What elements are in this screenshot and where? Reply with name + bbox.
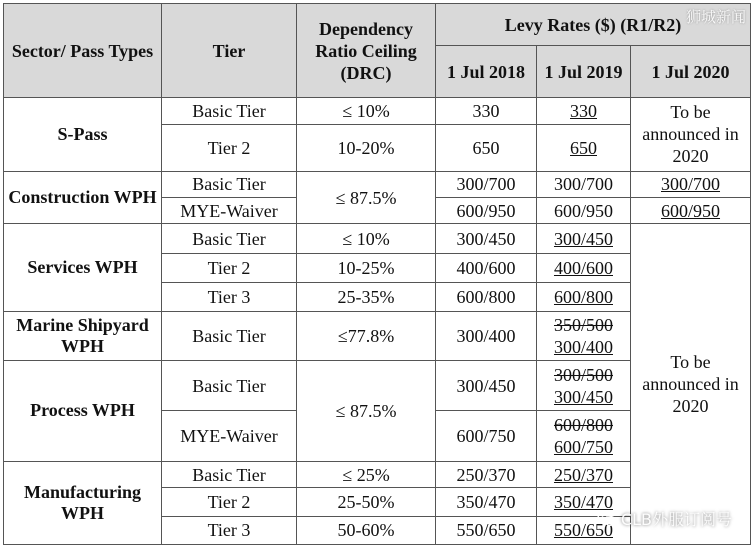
levy-2019-cell: 550/650 bbox=[537, 516, 631, 544]
watermark-top: 狮城新闻 bbox=[685, 8, 746, 26]
levy-2018-cell: 250/370 bbox=[436, 461, 537, 487]
sector-spass: S-Pass bbox=[4, 98, 162, 172]
tier-cell: Basic Tier bbox=[162, 98, 297, 125]
header-sector: Sector/ Pass Types bbox=[4, 4, 162, 98]
watermark-bottom-text: CLB外服订阅号 bbox=[620, 510, 732, 529]
levy-2020-tba-cell: To be announced in 2020 bbox=[631, 98, 751, 172]
drc-cell: ≤ 10% bbox=[297, 98, 436, 125]
watermark-bottom bbox=[597, 507, 732, 530]
header-date-2020: 1 Jul 2020 bbox=[631, 46, 751, 98]
levy-2018-cell: 350/470 bbox=[436, 488, 537, 516]
levy-2020-cell: 300/700 bbox=[631, 171, 751, 197]
new-rate: 300/400 bbox=[553, 337, 613, 358]
sector-manufacturing: Manufacturing WPH bbox=[4, 461, 162, 544]
drc-cell: 10-20% bbox=[297, 125, 436, 172]
tier-cell: Tier 3 bbox=[162, 283, 297, 312]
tier-cell: Basic Tier bbox=[162, 312, 297, 361]
tier-cell: MYE-Waiver bbox=[162, 198, 297, 224]
old-rate: 600/800 bbox=[553, 415, 613, 436]
drc-cell: 10-25% bbox=[297, 253, 436, 282]
levy-2019-cell: 300/450 bbox=[537, 224, 631, 253]
levy-2019-cell: 330 bbox=[537, 98, 631, 125]
header-date-2018: 1 Jul 2018 bbox=[436, 46, 537, 98]
levy-2019-cell: 600/800 bbox=[537, 283, 631, 312]
tier-cell: Tier 2 bbox=[162, 488, 297, 516]
levy-2019-cell: 650 bbox=[537, 125, 631, 172]
tier-cell: Basic Tier bbox=[162, 360, 297, 411]
sector-process: Process WPH bbox=[4, 360, 162, 461]
levy-2018-cell: 300/450 bbox=[436, 224, 537, 253]
levy-2018-cell: 300/400 bbox=[436, 312, 537, 361]
levy-2018-cell: 600/950 bbox=[436, 198, 537, 224]
levy-2018-cell: 600/750 bbox=[436, 411, 537, 462]
new-rate: 600/750 bbox=[553, 437, 613, 458]
sector-marine-shipyard: Marine Shipyard WPH bbox=[4, 312, 162, 361]
drc-cell: ≤ 10% bbox=[297, 224, 436, 253]
tier-cell: Basic Tier bbox=[162, 171, 297, 197]
header-levy-rates: Levy Rates ($) (R1/R2) bbox=[436, 4, 751, 46]
tier-cell: MYE-Waiver bbox=[162, 411, 297, 462]
levy-2019-cell bbox=[537, 411, 631, 462]
levy-2019-cell: 400/600 bbox=[537, 253, 631, 282]
levy-2018-cell: 300/700 bbox=[436, 171, 537, 197]
tier-cell: Basic Tier bbox=[162, 224, 297, 253]
drc-cell: ≤77.8% bbox=[297, 312, 436, 361]
levy-2018-cell: 600/800 bbox=[436, 283, 537, 312]
tier-cell: Tier 3 bbox=[162, 516, 297, 544]
header-tier: Tier bbox=[162, 4, 297, 98]
levy-rates-table bbox=[3, 3, 751, 545]
drc-cell: 50-60% bbox=[297, 516, 436, 544]
levy-2019-cell: 250/370 bbox=[537, 461, 631, 487]
levy-2018-cell: 400/600 bbox=[436, 253, 537, 282]
drc-cell: 25-35% bbox=[297, 283, 436, 312]
sector-services: Services WPH bbox=[4, 224, 162, 312]
levy-2019-cell: 600/950 bbox=[537, 198, 631, 224]
table-row bbox=[4, 171, 751, 197]
levy-2019-cell bbox=[537, 360, 631, 411]
tier-cell: Tier 2 bbox=[162, 125, 297, 172]
levy-2019-cell: 300/700 bbox=[537, 171, 631, 197]
drc-cell: ≤ 87.5% bbox=[297, 360, 436, 461]
levy-2018-cell: 650 bbox=[436, 125, 537, 172]
levy-2018-cell: 550/650 bbox=[436, 516, 537, 544]
drc-cell: 25-50% bbox=[297, 488, 436, 516]
tier-cell: Basic Tier bbox=[162, 461, 297, 487]
levy-2018-cell: 330 bbox=[436, 98, 537, 125]
old-rate: 300/500 bbox=[553, 364, 613, 385]
levy-2020-tba-cell: To be announced in 2020 bbox=[631, 224, 751, 545]
drc-cell: ≤ 87.5% bbox=[297, 171, 436, 224]
levy-2018-cell: 300/450 bbox=[436, 360, 537, 411]
old-rate: 350/500 bbox=[553, 315, 613, 336]
header-date-2019: 1 Jul 2019 bbox=[537, 46, 631, 98]
levy-2020-cell: 600/950 bbox=[631, 198, 751, 224]
drc-cell: ≤ 25% bbox=[297, 461, 436, 487]
tier-cell: Tier 2 bbox=[162, 253, 297, 282]
new-rate: 300/450 bbox=[553, 386, 613, 407]
levy-2019-cell bbox=[537, 312, 631, 361]
header-drc: Dependency Ratio Ceiling (DRC) bbox=[297, 4, 436, 98]
table-row bbox=[4, 224, 751, 253]
levy-2019-cell: 350/470 bbox=[537, 488, 631, 516]
sector-construction: Construction WPH bbox=[4, 171, 162, 224]
table-row bbox=[4, 98, 751, 125]
wechat-icon bbox=[597, 511, 617, 527]
